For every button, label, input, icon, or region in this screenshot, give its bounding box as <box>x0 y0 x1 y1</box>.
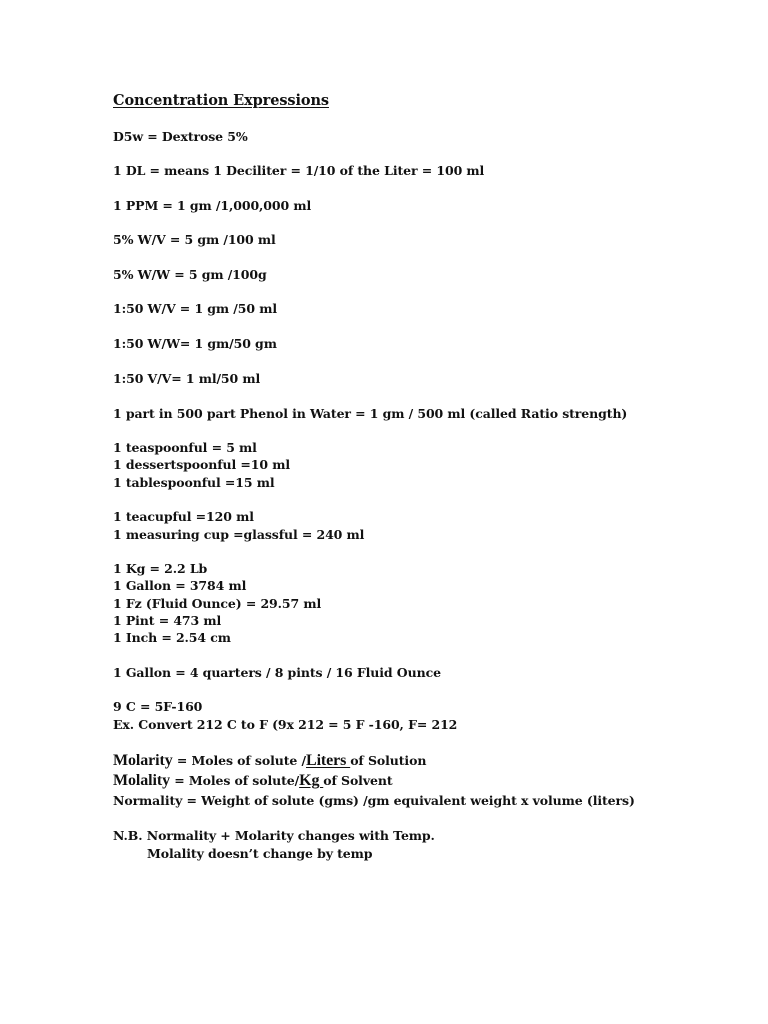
line-ratio-wv: 1:50 W/V = 1 gm /50 ml <box>113 301 277 316</box>
line-deciliter: 1 DL = means 1 Deciliter = 1/10 of the Liter = 100 ml <box>113 163 485 178</box>
line-normality: Normality = Weight of solute (gms) /gm equivalent weight x volume (liters) <box>113 793 635 808</box>
molality-text1: = Moles of solute/ <box>169 773 300 788</box>
line-ppm: 1 PPM = 1 gm /1,000,000 ml <box>113 198 312 213</box>
line-temp-example: Ex. Convert 212 C to F (9x 212 = 5 F -160, F= 212 <box>113 717 458 732</box>
line-gallon-breakdown: 1 Gallon = 4 quarters / 8 pints / 16 Fluid Ounce <box>113 665 441 680</box>
line-phenol-ratio: 1 part in 500 part Phenol in Water = 1 gm / 500 ml (called Ratio strength) <box>113 406 628 421</box>
line-ww-percent: 5% W/W = 5 gm /100g <box>113 267 267 282</box>
line-d5w: D5w = Dextrose 5% <box>113 129 248 144</box>
line-inch: 1 Inch = 2.54 cm <box>113 630 231 645</box>
line-ratio-ww: 1:50 W/W= 1 gm/50 gm <box>113 336 277 351</box>
line-teaspoonful: 1 teaspoonful = 5 ml <box>113 440 257 455</box>
line-pint: 1 Pint = 473 ml <box>113 613 222 628</box>
line-nb-molality: Molality doesn’t change by temp <box>147 846 373 861</box>
line-wv-percent: 5% W/V = 5 gm /100 ml <box>113 232 276 247</box>
molarity-unit: Liters <box>306 752 351 769</box>
molality-unit: Kg <box>299 772 324 789</box>
line-dessertspoonful: 1 dessertspoonful =10 ml <box>113 457 291 472</box>
molality-text2: of Solvent <box>323 773 393 788</box>
molarity-text1: = Moles of solute / <box>172 753 306 768</box>
line-molality <box>113 772 393 789</box>
molarity-term: Molarity <box>113 752 173 769</box>
page-title: Concentration Expressions <box>113 92 329 109</box>
line-gallon-ml: 1 Gallon = 3784 ml <box>113 578 247 593</box>
molarity-text2: of Solution <box>350 753 427 768</box>
line-molarity <box>113 752 426 769</box>
line-measuring-cup: 1 measuring cup =glassful = 240 ml <box>113 527 365 542</box>
line-teacupful: 1 teacupful =120 ml <box>113 509 254 524</box>
line-tablespoonful: 1 tablespoonful =15 ml <box>113 475 275 490</box>
line-temp-formula: 9 C = 5F-160 <box>113 699 203 714</box>
line-kg-lb: 1 Kg = 2.2 Lb <box>113 561 208 576</box>
line-nb-temp: N.B. Normality + Molarity changes with Temp. <box>113 828 435 843</box>
molality-term: Molality <box>113 772 170 789</box>
line-ratio-vv: 1:50 V/V= 1 ml/50 ml <box>113 371 261 386</box>
line-fluid-ounce: 1 Fz (Fluid Ounce) = 29.57 ml <box>113 596 322 611</box>
